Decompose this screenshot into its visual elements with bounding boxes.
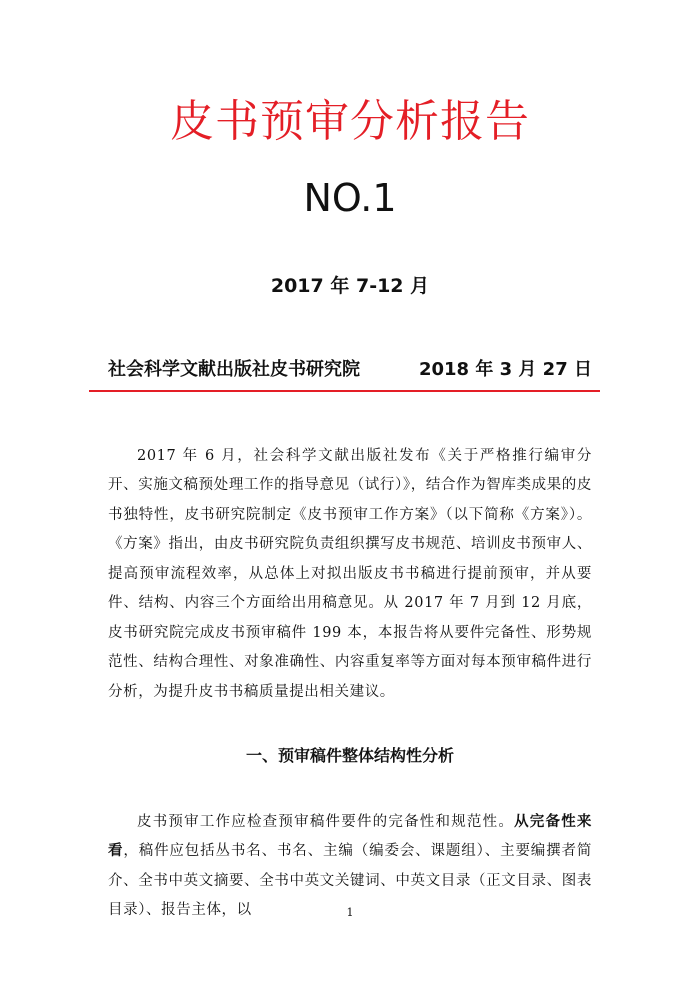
- body-paragraph-1: 2017 年 6 月，社会科学文献出版社发布《关于严格推行编审分开、实施文稿预处理工作的指导意见（试行）》，结合作为智库类成果的皮书独特性，皮书研究院制定《皮书预审工作方案》（以下简称《方案》）。《方案》指出，由皮书研究院负责组织撰写皮书规范、培训皮书预审人、提高预审流程效率，从总体上对拟出版皮书书稿进行提前预审，并从要件、结构、内容三个方面给出用稿意见。从 2017 年 7 月到 12 月底，皮书研究院完成皮书预审稿件 199 本，本报告将从要件完备性、形势规范性、结构合理性、对象准确性、内容重复率等方面对每本预审稿件进行分析，为提升皮书书稿质量提出相关建议。: [108, 447, 592, 700]
- publisher-row: [108, 355, 592, 385]
- paragraph-2-lead: 皮书预审工作应检查预审稿件要件的完备性和规范性。: [137, 813, 515, 830]
- publisher-name: 社会科学文献出版社皮书研究院: [108, 359, 360, 380]
- report-period: 2017 年 7-12 月: [270, 275, 430, 297]
- report-title: 皮书预审分析报告: [170, 96, 530, 147]
- paragraph-2-emphasis: 从完备性来看: [108, 813, 593, 859]
- section-heading-1: 一、预审稿件整体结构性分析: [245, 746, 454, 765]
- paragraph-2-continuation: ，稿件应包括丛书名、书名、主编（编委会、课题组）、主要编撰者简介、全书中英文摘要、全书中英文关键词、中英文目录（正文目录、图表目录）、报告主体，以: [108, 843, 592, 918]
- publish-date: 2018 年 3 月 27 日: [418, 359, 592, 380]
- issue-number: NO.1: [303, 176, 397, 220]
- page-number: 1: [346, 906, 354, 919]
- header-divider: [89, 390, 600, 392]
